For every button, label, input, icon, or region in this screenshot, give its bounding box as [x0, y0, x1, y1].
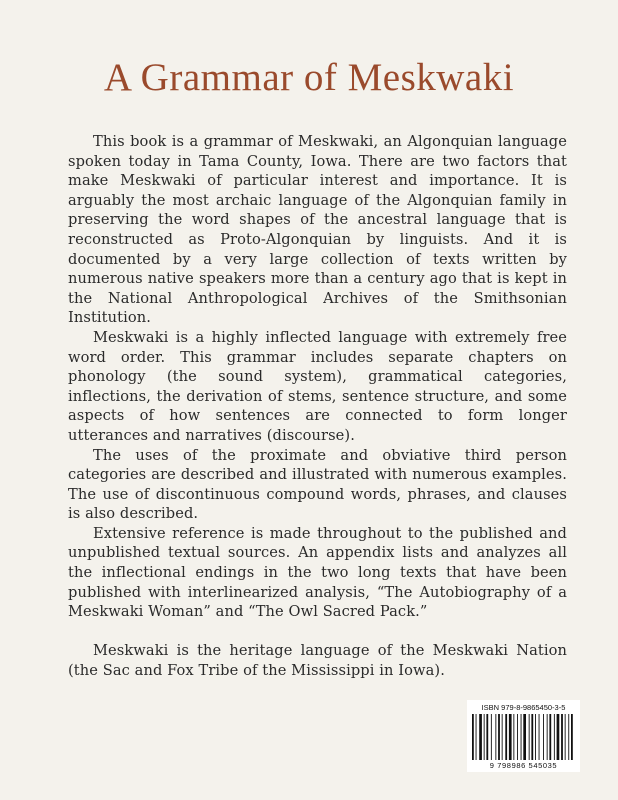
- barcode-bar: [547, 714, 548, 760]
- isbn-barcode-block: [467, 700, 580, 772]
- barcode-bar: [476, 714, 477, 760]
- barcode-bar: [531, 714, 533, 760]
- barcode-bar: [557, 714, 560, 760]
- barcode-bar: [565, 714, 566, 760]
- barcode-bar: [486, 714, 488, 760]
- back-cover-description: [68, 132, 567, 681]
- barcode-bar: [535, 714, 536, 760]
- heritage-paragraph: Meskwaki is the heritage language of the Meskwaki Nation (the Sac and Fox Tribe of the Mississippi in Iowa).: [68, 642, 567, 680]
- barcode-icon: [471, 714, 576, 760]
- barcode-bar: [495, 714, 496, 760]
- barcode-bar: [479, 714, 482, 760]
- barcode-bar: [543, 714, 544, 760]
- barcode-bar: [505, 714, 507, 760]
- barcode-bar: [554, 714, 555, 760]
- barcode-bar: [561, 714, 563, 760]
- barcode-bar: [509, 714, 512, 760]
- barcode-number: 9 798986 545035: [489, 761, 558, 770]
- barcode-bar: [539, 714, 540, 760]
- barcode-bar: [529, 714, 530, 760]
- barcode-bar: [571, 714, 573, 760]
- book-title: A Grammar of Meskwaki: [103, 56, 515, 99]
- barcode-bar: [513, 714, 514, 760]
- barcode-bar: [472, 714, 474, 760]
- description-paragraph: Meskwaki is a highly inflected language with extremely free word order. This grammar includes separate chapters on phonology (the sound system), grammatical categories, inflections, the derivation of stems, sentence structure, and some aspects of how sentences are connected to form longer utterances and narratives (discourse).: [68, 328, 567, 444]
- barcode-bar: [523, 714, 526, 760]
- barcode-bar: [549, 714, 551, 760]
- barcode-bar: [491, 714, 492, 760]
- description-paragraph: This book is a grammar of Meskwaki, an Algonquian language spoken today in Tama County, Iowa. There are two factors that make Meskwaki of particular interest and importance. It is arguably the most archaic language of the Algonquian family in preserving the word shapes of the ancestral language that is reconstructed as Proto-Algonquian by linguists. And it is documented by a very large collection of texts written by numerous native speakers more than a century ago that is kept in the National Anthropological Archives of the Smithsonian Institution.: [68, 133, 567, 327]
- barcode-bar: [498, 714, 500, 760]
- isbn-label: ISBN 979-8-9865450-3-5: [481, 703, 566, 712]
- description-paragraph: The uses of the proximate and obviative third person categories are described and illustrated with numerous examples. The use of discontinuous compound words, phrases, and clauses is also described.: [68, 446, 567, 523]
- barcode-bar: [502, 714, 503, 760]
- barcode-bar: [521, 714, 522, 760]
- description-paragraph: Extensive reference is made throughout to the published and unpublished textual sources. An appendix lists and analyzes all the inflectional endings in the two long texts that have been published with interlinearized analysis, “The Autobiography of a Meskwaki Woman” and “The Owl Sacred Pack.”: [68, 524, 567, 621]
- barcode-bar: [517, 714, 518, 760]
- barcode-bar: [568, 714, 569, 760]
- barcode-bar: [484, 714, 485, 760]
